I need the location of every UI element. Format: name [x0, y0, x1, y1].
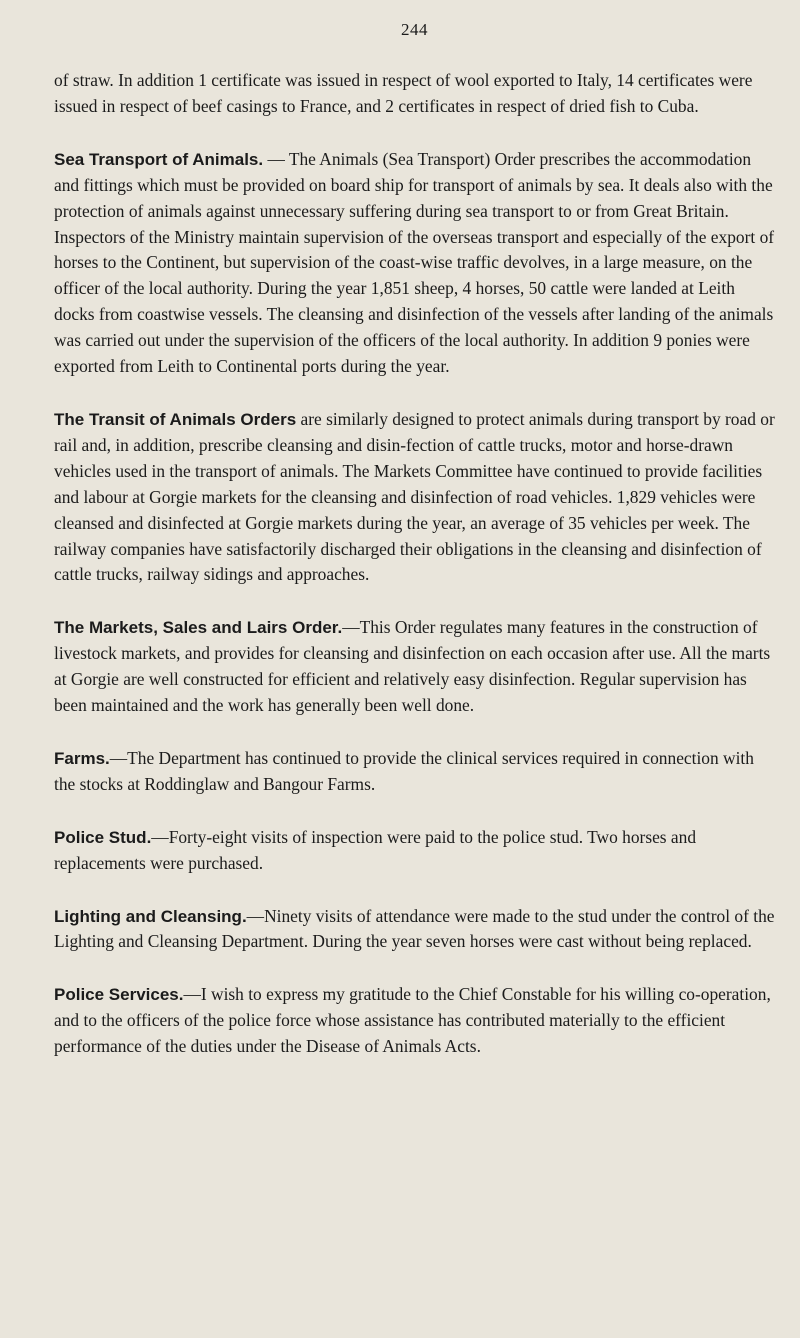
paragraph-heading: The Markets, Sales and Lairs Order. [54, 618, 343, 638]
paragraph-text: —The Department has continued to provide the clinical services required in connection with the stocks at Roddinglaw and Bangour Farms. [54, 747, 754, 794]
paragraph-lighting-cleansing [54, 904, 775, 956]
paragraph-markets-order [54, 615, 775, 719]
paragraph-police-services [54, 982, 775, 1060]
paragraph-heading: The Transit of Animals Orders [54, 409, 297, 429]
paragraph-transit-orders [54, 407, 775, 588]
paragraph-text: are similarly designed to protect animals during transport by road or rail and, in addition, prescribe cleansing and disin-fection of cattle trucks, motor and horse-drawn vehicles used in the transport of animals. The Markets Committee have continued to provide facilities and labour at Gorgie markets for the cleansing and disinfection of road vehicles. 1,829 vehicles were cleansed and disinfected at Gorgie markets during the year, an average of 35 vehicles per week. The railway companies have satisfactorily discharged their obligations in the cleansing and disinfection of cattle trucks, railway sidings and approaches. [54, 408, 775, 585]
paragraph-heading: Lighting and Cleansing. [54, 906, 247, 926]
paragraph-text: — The Animals (Sea Transport) Order prescribes the accommodation and fittings which must be provided on board ship for transport of animals by sea. It deals also with the protection of animals against unnecessary suffering during sea transport to or from Great Britain. Inspectors of the Ministry maintain supervision of the overseas transport and especially of the export of horses to the Continent, but supervision of the coast-wise traffic devolves, in a large measure, on the officer of the local authority. During the year 1,851 sheep, 4 horses, 50 cattle were landed at Leith docks from coastwise vessels. The cleansing and disinfection of the vessels after landing of the animals was carried out under the supervision of the officers of the local authority. In addition 9 ponies were exported from Leith to Continental ports during the year. [54, 148, 775, 377]
paragraph-heading: Sea Transport of Animals. [54, 149, 264, 169]
paragraph-police-stud [54, 825, 775, 877]
paragraph-sea-transport [54, 147, 775, 380]
page-number: 244 [401, 20, 428, 39]
paragraph-text: of straw. In addition 1 certificate was issued in respect of wool exported to Italy, 14 certificates were issued in respect of beef casings to France, and 2 certificates in respect of dried fish to Cuba. [54, 70, 753, 116]
paragraph-farms [54, 746, 775, 798]
paragraph-text: —Ninety visits of attendance were made to the stud under the control of the Lighting and Cleansing Department. During the year seven horses were cast without being replaced. [54, 905, 775, 952]
paragraph-heading: Police Stud. [54, 827, 152, 847]
paragraph-heading: Farms. [54, 748, 110, 768]
paragraph-heading: Police Services. [54, 985, 184, 1005]
paragraph-text: —Forty-eight visits of inspection were paid to the police stud. Two horses and replacements were purchased. [54, 826, 697, 873]
paragraph-text: —I wish to express my gratitude to the Chief Constable for his willing co-operation, and to the officers of the police force whose assistance has contributed materially to the efficient performance of the duties under the Disease of Animals Acts. [54, 984, 771, 1057]
paragraph-text: —This Order regulates many features in the construction of livestock markets, and provides for cleansing and disinfection on each occasion after use. All the marts at Gorgie are well constructed for efficient and relatively easy disinfection. Regular supervision has been maintained and the work has generally been well done. [54, 617, 771, 716]
paragraph-wool-certificates [54, 68, 775, 120]
